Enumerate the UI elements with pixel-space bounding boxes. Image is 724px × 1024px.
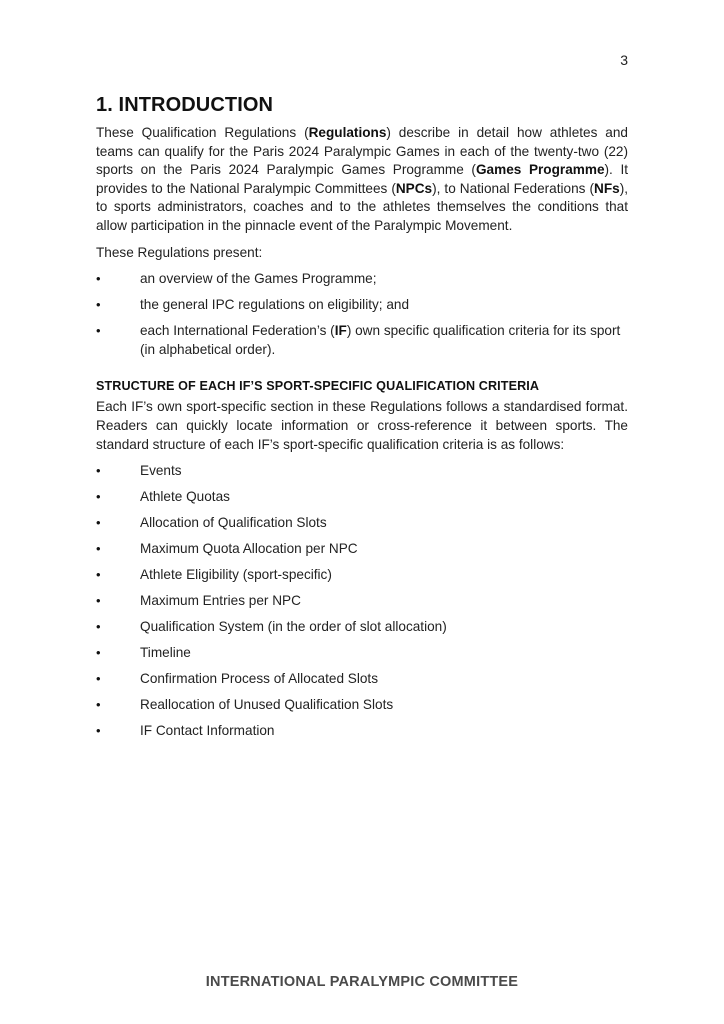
bullet-icon: • <box>96 297 101 313</box>
bullet-icon: • <box>96 670 101 686</box>
bullet-icon: • <box>96 323 101 339</box>
list-item: • each International Federation’s (IF) own specific qualification criteria for its sport (in alphabetical order). <box>96 323 621 357</box>
list-item: • Confirmation Process of Allocated Slots <box>96 670 628 689</box>
present-list <box>96 270 628 359</box>
list-item: • Maximum Quota Allocation per NPC <box>96 540 628 559</box>
list-item: • Events <box>96 462 628 481</box>
bullet-icon: • <box>96 271 101 287</box>
list-item: • the general IPC regulations on eligibility; and <box>96 296 628 315</box>
structure-paragraph: Each IF’s own sport-specific section in these Regulations follows a standardised format. Readers can quickly locate information or cross-reference it between sports. The standard structure of each IF’s sport-specific qualification criteria is as follows: <box>96 399 628 452</box>
bullet-icon: • <box>96 515 101 531</box>
bullet-icon: • <box>96 463 101 479</box>
bullet-icon: • <box>96 593 101 609</box>
list-item: • Reallocation of Unused Qualification Slots <box>96 696 628 715</box>
bullet-icon: • <box>96 619 101 634</box>
list-item: • Timeline <box>96 644 628 663</box>
page-content <box>96 92 628 748</box>
section-title: 1. INTRODUCTION <box>96 94 274 116</box>
list-item: • Qualification System (in the order of slot allocation) <box>96 618 628 637</box>
bullet-icon: • <box>96 722 101 738</box>
list-item: • Athlete Eligibility (sport-specific) <box>96 566 628 585</box>
bullet-icon: • <box>96 541 101 557</box>
list-item: • Athlete Quotas <box>96 488 628 507</box>
page-number: 3 <box>620 52 628 68</box>
bullet-icon: • <box>96 567 101 583</box>
bullet-icon: • <box>96 644 101 660</box>
bullet-icon: • <box>96 696 101 712</box>
intro-paragraph: These Qualification Regulations (Regulations) describe in detail how athletes and teams can qualify for the Paris 2024 Paralympic Games in each of the twenty-two (22) sports on the Paris 2024 Paralympic Games Programme (Games Programme). It provides to the National Paralympic Committees (NPCs), to National Federations (NFs), to sports administrators, coaches and to the athletes themselves the conditions that allow participation in the pinnacle event of the Paralympic Movement. <box>96 125 628 233</box>
list-item: • an overview of the Games Programme; <box>96 270 628 289</box>
list-item: • IF Contact Information <box>96 722 628 741</box>
structure-heading: STRUCTURE OF EACH IF’S SPORT-SPECIFIC QUALIFICATION CRITERIA <box>96 379 540 394</box>
list-item: • Maximum Entries per NPC <box>96 592 628 611</box>
structure-list <box>96 462 628 740</box>
bullet-icon: • <box>96 489 101 505</box>
list-item: • Allocation of Qualification Slots <box>96 514 628 533</box>
page-footer: INTERNATIONAL PARALYMPIC COMMITTEE <box>205 974 519 990</box>
present-intro: These Regulations present: <box>96 244 263 260</box>
